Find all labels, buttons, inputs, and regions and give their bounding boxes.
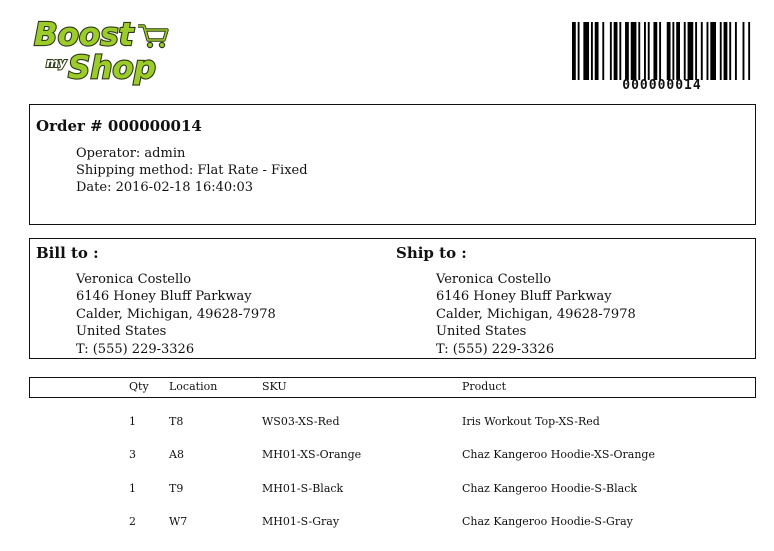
- cell-qty: 2: [129, 515, 136, 528]
- column-header-sku: SKU: [262, 380, 287, 393]
- barcode-bar: [743, 22, 745, 80]
- column-header-qty: Qty: [129, 380, 149, 393]
- cell-sku: MH01-XS-Orange: [262, 448, 362, 461]
- bill-to-street: 6146 Honey Bluff Parkway: [76, 289, 252, 304]
- logo-text-shop: Shop: [68, 50, 156, 86]
- barcode-bar: [614, 22, 618, 80]
- barcode-bar: [720, 22, 722, 80]
- barcode-bar: [602, 22, 604, 80]
- ship-to-city: Calder, Michigan, 49628-7978: [436, 307, 636, 322]
- cell-qty: 3: [129, 448, 136, 461]
- ship-to-country: United States: [436, 324, 527, 339]
- cell-sku: MH01-S-Gray: [262, 515, 340, 528]
- barcode-bar: [688, 22, 694, 80]
- cell-product: Chaz Kangeroo Hoodie-S-Black: [462, 482, 638, 495]
- cell-location: W7: [169, 515, 188, 528]
- barcode-bar: [672, 22, 674, 80]
- cell-sku: WS03-XS-Red: [262, 415, 340, 428]
- barcode-bar: [653, 22, 657, 80]
- cell-location: T8: [169, 415, 184, 428]
- barcode-bar: [595, 22, 599, 80]
- barcode-bar: [724, 22, 728, 80]
- barcode-bar: [659, 22, 661, 80]
- barcode-bar: [583, 22, 589, 80]
- boostmyshop-logo: [30, 12, 170, 90]
- barcode-bar: [676, 22, 680, 80]
- bill-to-city: Calder, Michigan, 49628-7978: [76, 307, 276, 322]
- cell-product: Chaz Kangeroo Hoodie-XS-Orange: [462, 448, 655, 461]
- bill-to-phone: T: (555) 229-3326: [76, 342, 195, 357]
- barcode-bar: [735, 22, 737, 80]
- barcode-bar: [572, 22, 576, 80]
- bill-to-title: Bill to :: [36, 244, 99, 262]
- cell-sku: MH01-S-Black: [262, 482, 344, 495]
- barcode-bar: [695, 22, 697, 80]
- cell-qty: 1: [129, 415, 136, 428]
- cell-product: Chaz Kangeroo Hoodie-S-Gray: [462, 515, 633, 528]
- ship-to-street: 6146 Honey Bluff Parkway: [436, 289, 612, 304]
- cell-qty: 1: [129, 482, 136, 495]
- barcode-number: 000000014: [622, 78, 702, 93]
- column-header-location: Location: [169, 380, 218, 393]
- ship-to-name: Veronica Costello: [436, 272, 552, 287]
- cell-product: Iris Workout Top-XS-Red: [462, 415, 600, 428]
- barcode-bar: [667, 22, 671, 80]
- barcode-bar: [619, 22, 621, 80]
- barcode-bar: [710, 22, 716, 80]
- logo-text-boost: Boost: [34, 17, 134, 53]
- barcode-bar: [648, 22, 650, 80]
- barcode-bar: [701, 22, 703, 80]
- barcode-bar: [610, 22, 612, 80]
- barcode-bar: [625, 22, 629, 80]
- barcode-bar: [748, 22, 750, 80]
- cell-location: T9: [169, 482, 184, 495]
- cart-icon: [138, 26, 167, 48]
- barcode-bar: [729, 22, 731, 80]
- ship-to-title: Ship to :: [396, 244, 467, 262]
- ship-to-phone: T: (555) 229-3326: [436, 342, 555, 357]
- bill-to-country: United States: [76, 324, 167, 339]
- column-header-product: Product: [462, 380, 506, 393]
- barcode-bar: [578, 22, 580, 80]
- shipping-method-line: Shipping method: Flat Rate - Fixed: [76, 163, 308, 178]
- cell-location: A8: [169, 448, 184, 461]
- barcode-image: [572, 22, 752, 80]
- bill-to-name: Veronica Costello: [76, 272, 192, 287]
- operator-line: Operator: admin: [76, 146, 186, 161]
- barcode-bar: [638, 22, 640, 80]
- logo-text-my: my: [46, 56, 67, 70]
- order-date-line: Date: 2016-02-18 16:40:03: [76, 180, 254, 195]
- barcode-bar: [644, 22, 646, 80]
- barcode-bar: [684, 22, 686, 80]
- barcode-bar: [591, 22, 593, 80]
- barcode-bar: [707, 22, 709, 80]
- barcode-bar: [631, 22, 637, 80]
- order-title: Order # 000000014: [36, 117, 202, 135]
